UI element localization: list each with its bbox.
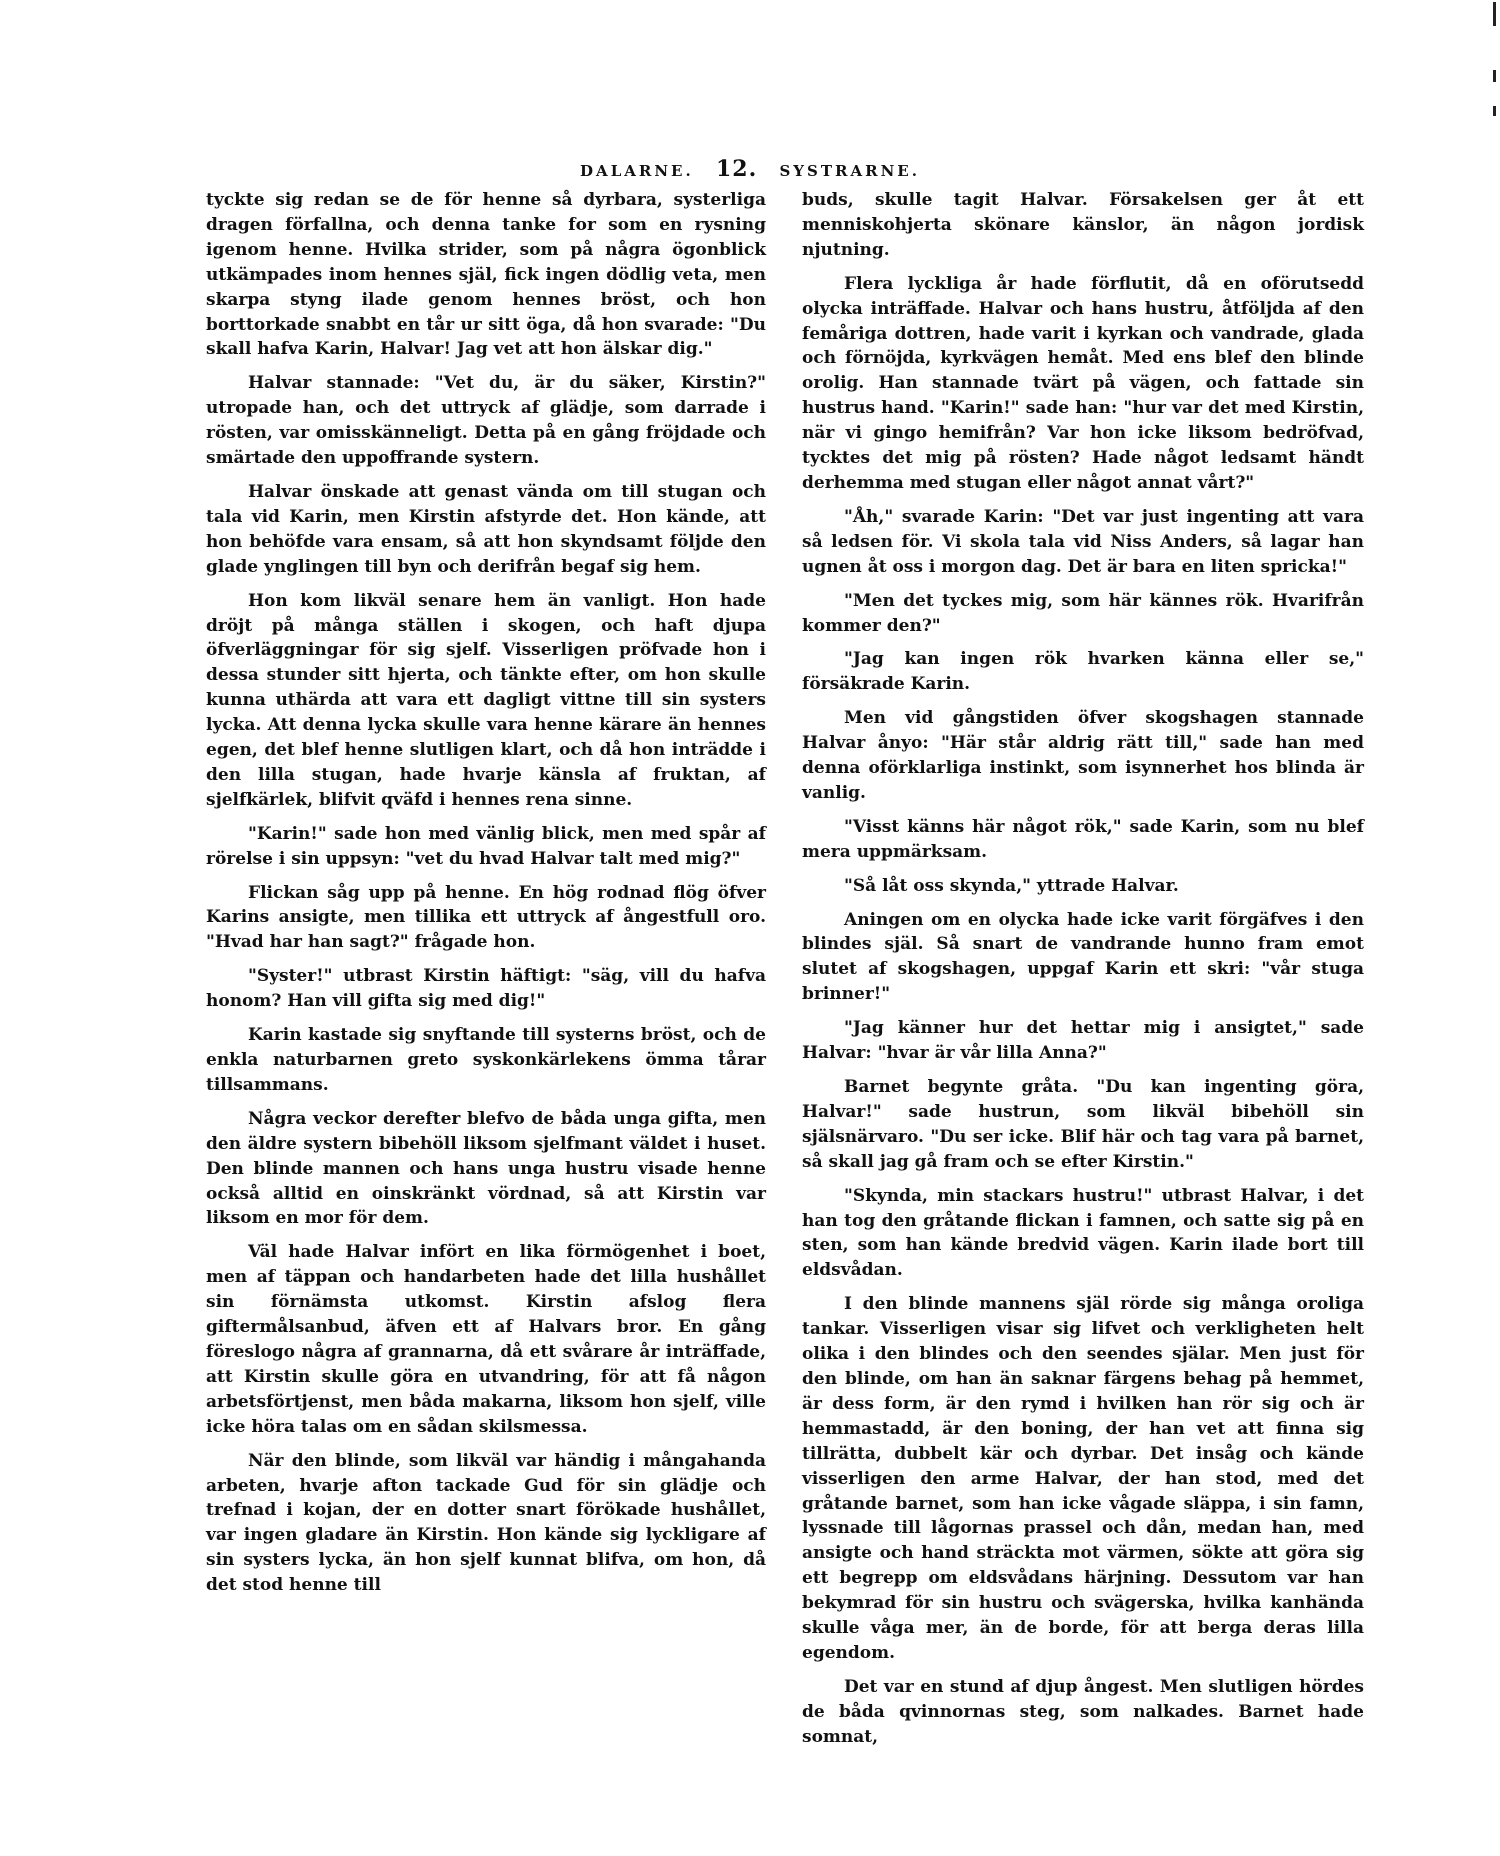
paragraph: "Visst känns här något rök," sade Karin, som nu blef mera uppmärksam. (802, 816, 1364, 862)
paragraph: Flickan såg upp på henne. En hög rodnad flög öfver Karins ansigte, men tillika ett uttryck af ångestfull oro. "Hvad har han sagt?" frågade hon. (206, 882, 766, 953)
edge-mark-top (1493, 2, 1496, 26)
paragraph: "Karin!" sade hon med vänlig blick, men med spår af rörelse i sin uppsyn: "vet du hvad Halvar talt med mig?" (206, 823, 766, 869)
paragraph: När den blinde, som likväl var händig i mångahanda arbeten, hvarje afton tackade Gud för sin glädje och trefnad i kojan, der en dotter snart förökade hushållet, var ingen gladare än Kirstin. Hon kände sig lyckligare af sin systers lycka, än hon sjelf kunnat blifva, om hon, då det stod henne till (206, 1450, 766, 1596)
header-right: SYSTRARNE. (779, 162, 920, 180)
paragraph: "Jag känner hur det hettar mig i ansigtet," sade Halvar: "hvar är vår lilla Anna?" (802, 1018, 1364, 1064)
edge-mark-low (1493, 106, 1496, 116)
paragraph: Hon kom likväl senare hem än vanligt. Hon hade dröjt på många ställen i skogen, och haft djupa öfverläggningar för sig sjelf. Visserligen pröfvade hon i dessa stunder sitt hjerta, och tänkte efter, om hon skulle kunna uthärda att vara ett dagligt vittne till sin systers lycka. Att denna lycka skulle vara henne kärare än hennes egen, det blef henne slutligen klart, och då hon inträdde i den lilla stugan, hade hvarje känsla af fruktan, af sjelfkärlek, blifvit qväfd i hennes rena sinne. (206, 590, 766, 810)
paragraph: Barnet begynte gråta. "Du kan ingenting göra, Halvar!" sade hustrun, som likväl bibehöll sin själsnärvaro. "Du ser icke. Blif här och tag vara på barnet, så skall jag gå fram och se efter Kirstin." (802, 1077, 1364, 1172)
paragraph: tyckte sig redan se de för henne så dyrbara, systerliga dragen förfallna, och denna tanke for som en rysning igenom henne. Hvilka strider, som på några ögonblick utkämpades inom hennes själ, fick ingen dödlig veta, men skarpa styng ilade genom hennes bröst, och hon borttorkade snabbt en tår ur sitt öga, då hon svarade: "Du skall hafva Karin, Halvar! Jag vet att hon älskar dig." (206, 190, 766, 360)
paragraph: Det var en stund af djup ångest. Men slutligen hördes de båda qvinnornas steg, som nalkades. Barnet hade somnat, (802, 1676, 1364, 1747)
paragraph: Aningen om en olycka hade icke varit förgäfves i den blindes själ. Så snart de vandrande hunno fram emot slutet af skogshagen, uppgaf Karin ett skri: "vår stuga brinner!" (802, 909, 1364, 1005)
paragraph: Flera lyckliga år hade förflutit, då en oförutsedd olycka inträffade. Halvar och hans hustru, åtföljda af den femåriga dottren, hade varit i kyrkan och vandrade, glada och förnöjda, kyrkvägen hemåt. Med ens blef den blinde orolig. Han stannade tvärt på vägen, och fattade sin hustrus hand. "Karin!" sade han: "hur var det med Kirstin, när vi gingo hemifrån? Var hon icke liksom bedröfvad, tycktes det mig på rösten? Hade något ledsamt händt derhemma med stugan eller något annat vårt?" (802, 273, 1364, 493)
running-header (0, 156, 1500, 182)
paragraph: I den blinde mannens själ rörde sig många oroliga tankar. Visserligen visar sig lifvet och verkligheten helt olika i den blindes och den seendes själar. Men just för den blinde, om han än saknar färgens behag på hemmet, är dess form, är den rymd i hvilken han rör sig och är hemmastadd, är den boning, der han vet att finna sig tillrätta, dubbelt kär och dyrbar. Det insåg och kände visserligen den arme Halvar, der han stod, med det gråtande barnet, som han icke vågade släppa, i sin famn, lyssnade till lågornas prassel och dån, medan han, med ansigte och hand sträckta mot värmen, sökte att göra sig ett begrepp om eldsvådans härjning. Dessutom var han bekymrad för sin hustru och svägerska, hvilka kanhända skulle våga mer, än de borde, för att berga deras lilla egendom. (802, 1294, 1364, 1663)
paragraph: Väl hade Halvar infört en lika förmögenhet i boet, men af täppan och handarbeten hade det lilla hushållet sin förnämsta utkomst. Kirstin afslog flera giftermålsanbud, äfven ett af Halvars bror. En gång föreslogo några af grannarna, då ett svårare år inträffade, att Kirstin skulle göra en utvandring, för att få någon arbetsförtjenst, men båda makarna, liksom hon sjelf, ville icke höra talas om en sådan skilsmessa. (206, 1242, 766, 1437)
header-left: DALARNE. (580, 162, 694, 180)
paragraph: buds, skulle tagit Halvar. Försakelsen ger åt ett menniskohjerta skönare känslor, än någon jordisk njutning. (802, 190, 1364, 260)
left-column (206, 188, 766, 1607)
paragraph: "Skynda, min stackars hustru!" utbrast Halvar, i det han tog den gråtande flickan i famnen, och satte sig på en sten, som han kände bredvid vägen. Karin ilade bort till eldsvådan. (802, 1185, 1364, 1281)
paragraph: Några veckor derefter blefvo de båda unga gifta, men den äldre systern bibehöll liksom sjelfmant väldet i huset. Den blinde mannen och hans unga hustru visade henne också alltid en oinskränkt vördnad, så att Kirstin var liksom en mor för dem. (206, 1108, 766, 1229)
paragraph: "Jag kan ingen rök hvarken känna eller se," försäkrade Karin. (802, 649, 1364, 695)
paragraph: "Men det tyckes mig, som här kännes rök. Hvarifrån kommer den?" (802, 590, 1364, 636)
paragraph: Halvar önskade att genast vända om till stugan och tala vid Karin, men Kirstin afstyrde det. Hon kände, att hon behöfde vara ensam, så att hon skyndsamt följde den glade ynglingen till byn och derifrån begaf sig hem. (206, 481, 766, 577)
paragraph: Halvar stannade: "Vet du, är du säker, Kirstin?" utropade han, och det uttryck af glädje, som darrade i rösten, var omisskänneligt. Detta på en gång fröjdade och smärtade den uppoffrande systern. (206, 373, 766, 469)
right-column (802, 188, 1364, 1759)
page-number: 12. (715, 156, 758, 182)
paragraph: Men vid gångstiden öfver skogshagen stannade Halvar ånyo: "Här står aldrig rätt till," sade han med denna oförklarliga instinkt, som isynnerhet hos blinda är vanlig. (802, 708, 1364, 803)
paragraph: "Syster!" utbrast Kirstin häftigt: "säg, vill du hafva honom? Han vill gifta sig med dig!" (206, 966, 766, 1012)
paragraph: "Så låt oss skynda," yttrade Halvar. (844, 875, 1179, 896)
edge-mark-mid (1493, 70, 1496, 82)
paragraph: "Åh," svarade Karin: "Det var just ingenting att vara så ledsen för. Vi skola tala vid Niss Anders, så lagar han ugnen åt oss i morgon dag. Det är bara en liten spricka!" (802, 506, 1364, 577)
paragraph: Karin kastade sig snyftande till systerns bröst, och de enkla naturbarnen greto syskonkärlekens ömma tårar tillsammans. (206, 1025, 766, 1095)
